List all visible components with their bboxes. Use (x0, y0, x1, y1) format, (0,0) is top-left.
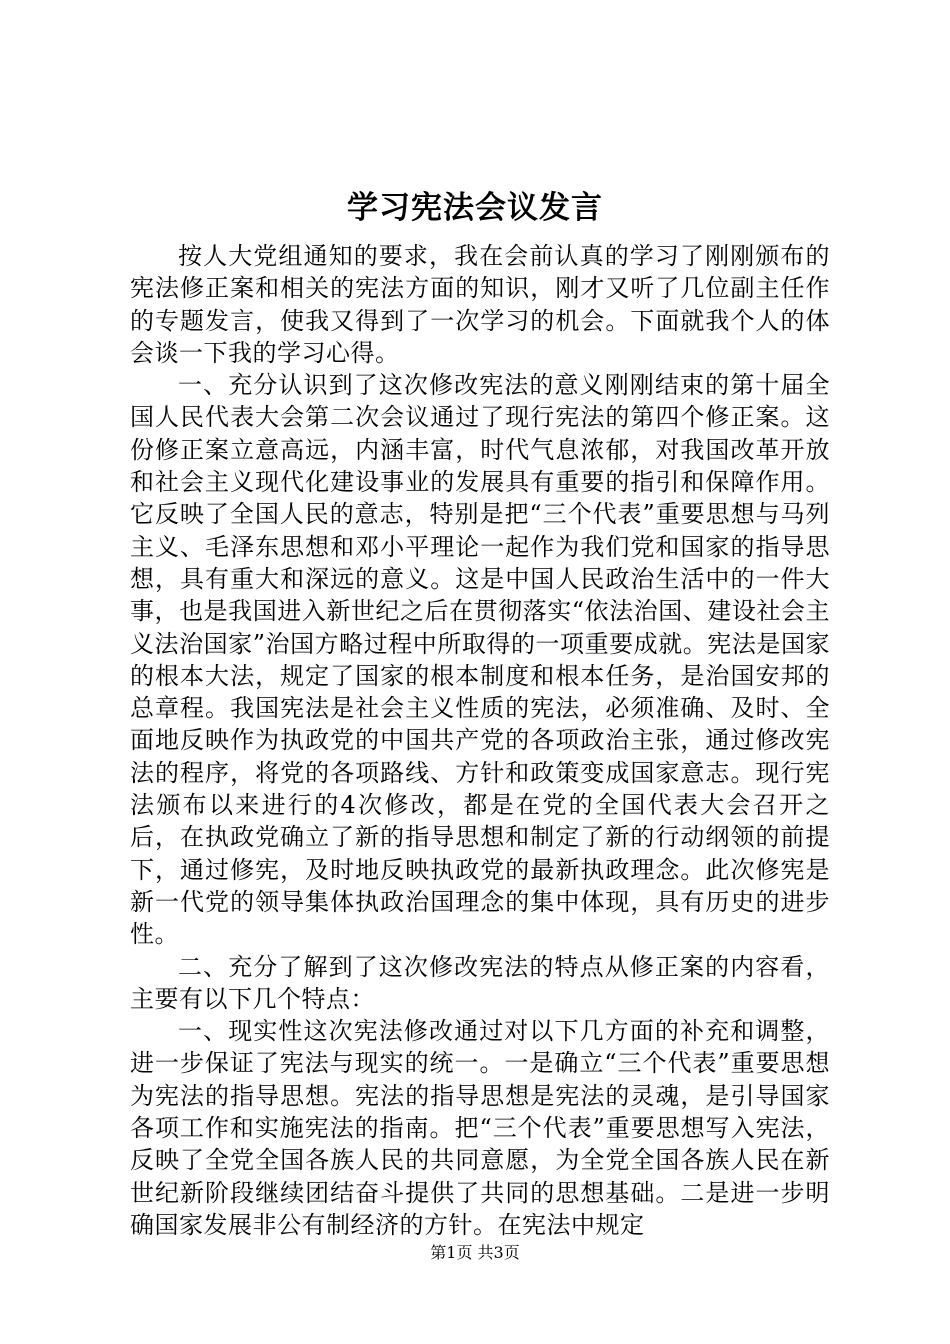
page-footer (0, 1242, 950, 1264)
paragraph-intro: 按人大党组通知的要求，我在会前认真的学习了刚刚颁布的宪法修正案和相关的宪法方面的知识，刚才又听了几位副主任作的专题发言，使我又得到了一次学习的机会。下面就我个人的体会谈一下我的学习心得。 (130, 242, 830, 367)
document-body (130, 240, 830, 1241)
paragraph-section-1: 一、充分认识到了这次修改宪法的意义刚刚结束的第十届全国人民代表大会第二次会议通过了现行宪法的第四个修正案。这份修正案立意高远，内涵丰富，时代气息浓郁，对我国改革开放和社会主义现代化建设事业的发展具有重要的指引和保障作用。它反映了全国人民的意志，特别是把“三个代表”重要思想与马列主义、毛泽东思想和邓小平理论一起作为我们党和国家的指导思想，具有重大和深远的意义。这是中国人民政治生活中的一件大事，也是我国进入新世纪之后在贯彻落实“依法治国、建设社会主义法治国家”治国方略过程中所取得的一项重要成就。宪法是国家的根本大法，规定了国家的根本制度和根本任务，是治国安邦的总章程。我国宪法是社会主义性质的宪法，必须准确、及时、全面地反映作为执政党的中国共产党的各项政治主张，通过修改宪法的程序，将党的各项路线、方针和政策变成国家意志。现行宪法颁布以来进行的4次修改，都是在党的全国代表大会召开之后，在执政党确立了新的指导思想和制定了新的行动纲领的前提下，通过修宪，及时地反映执政党的最新执政理念。此次修宪是新一代党的领导集体执政治国理念的集中体现，具有历史的进步性。 (130, 371, 830, 949)
paragraph-feature-1: 一、现实性这次宪法修改通过对以下几方面的补充和调整，进一步保证了宪法与现实的统一。一是确立“三个代表”重要思想为宪法的指导思想。宪法的指导思想是宪法的灵魂，是引导国家各项工作和实施宪法的指南。把“三个代表”重要思想写入宪法，反映了全党全国各族人民的共同意愿，为全党全国各族人民在新世纪新阶段继续团结奋斗提供了共同的思想基础。二是进一步明确国家发展非公有制经济的方针。在宪法中规定 (130, 1017, 830, 1239)
page-number-indicator: 第1页 共3页 (430, 1243, 520, 1262)
document-title: 学习宪法会议发言 (347, 190, 603, 226)
paragraph-section-2: 二、充分了解到了这次修改宪法的特点从修正案的内容看，主要有以下几个特点： (130, 952, 830, 1013)
